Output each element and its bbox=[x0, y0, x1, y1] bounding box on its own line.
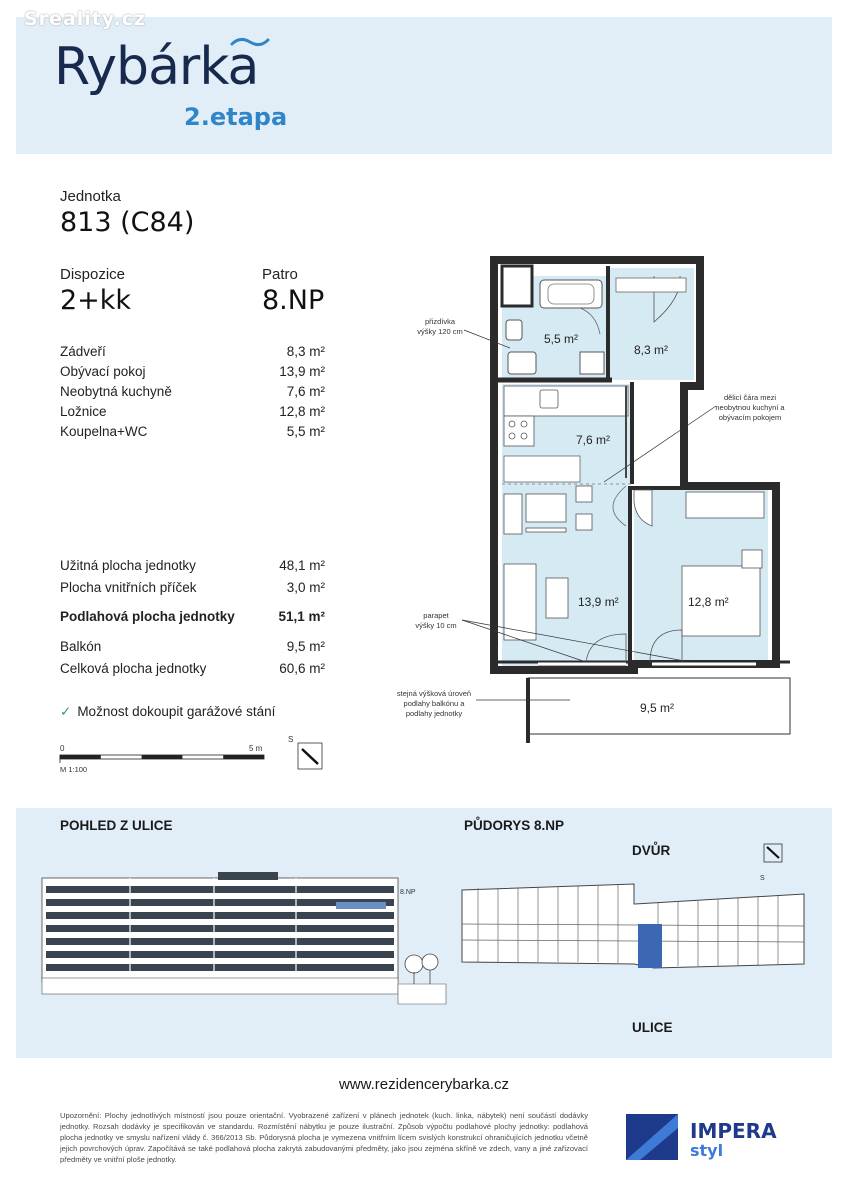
watermark: Sreality.cz bbox=[24, 8, 147, 30]
room-row bbox=[60, 402, 325, 422]
scale-bar bbox=[60, 742, 270, 776]
summary-row bbox=[60, 658, 325, 680]
note-level-3: podlahy jednotky bbox=[405, 709, 463, 718]
room-area: 5,5 m² bbox=[286, 424, 325, 439]
bedroom-area: 12,8 m² bbox=[688, 595, 729, 609]
summary-row-total bbox=[60, 606, 325, 628]
wave-icon bbox=[230, 35, 270, 49]
unit-value: 813 (C84) bbox=[60, 207, 195, 238]
note-parapet-2: výšky 10 cm bbox=[415, 621, 457, 630]
note-level-2: podlahy balkónu a bbox=[403, 699, 465, 708]
check-icon: ✓ bbox=[60, 704, 72, 719]
summary-area: 3,0 m² bbox=[286, 580, 325, 595]
summary-name: Plocha vnitřních příček bbox=[60, 580, 197, 595]
summary-area: 60,6 m² bbox=[279, 661, 325, 676]
room-name: Koupelna+WC bbox=[60, 424, 148, 439]
summary-name: Celková plocha jednotky bbox=[60, 661, 207, 676]
summary-area: 51,1 m² bbox=[278, 609, 325, 624]
street-floor-tag: 8.NP bbox=[400, 889, 416, 896]
garage-note bbox=[60, 704, 275, 720]
apartment-plan bbox=[390, 258, 800, 748]
scale-ratio: M 1:100 bbox=[60, 765, 88, 774]
bath-area: 5,5 m² bbox=[544, 332, 579, 346]
room-row bbox=[60, 342, 325, 362]
floor-value: 8.NP bbox=[262, 285, 325, 316]
note-divider-1: dělicí čára mezi bbox=[723, 393, 777, 402]
summary-row bbox=[60, 636, 325, 658]
note-wall-height-2: výšky 120 cm bbox=[417, 327, 463, 336]
street-elevation bbox=[42, 872, 452, 1006]
street-view-title: POHLED Z ULICE bbox=[60, 818, 173, 833]
disposition-label: Dispozice bbox=[60, 266, 126, 283]
summary-name: Užitná plocha jednotky bbox=[60, 558, 196, 573]
living-area: 13,9 m² bbox=[578, 595, 619, 609]
rooms-table bbox=[60, 342, 325, 442]
room-row bbox=[60, 362, 325, 382]
summary-row bbox=[60, 577, 325, 599]
street-label: ULICE bbox=[632, 1020, 673, 1035]
scale-start: 0 bbox=[60, 744, 65, 753]
website-link[interactable]: www.rezidencerybarka.cz bbox=[338, 1076, 510, 1093]
kitchen-area: 7,6 m² bbox=[576, 433, 611, 447]
room-area: 13,9 m² bbox=[279, 364, 325, 379]
note-divider-2: neobytnou kuchyní a bbox=[715, 403, 785, 412]
room-area: 12,8 m² bbox=[279, 404, 325, 419]
summary-row bbox=[60, 555, 325, 577]
note-parapet-1: parapet bbox=[423, 611, 449, 620]
north-label: S bbox=[288, 735, 294, 744]
summary-name: Podlahová plocha jednotky bbox=[60, 609, 235, 624]
room-name: Ložnice bbox=[60, 404, 107, 419]
area-summary bbox=[60, 555, 325, 680]
scale-end: 5 m bbox=[249, 744, 263, 753]
floor-overview bbox=[458, 875, 808, 980]
brand-subtitle: 2.etapa bbox=[184, 103, 288, 131]
summary-name: Balkón bbox=[60, 639, 102, 654]
overview-north-label: S bbox=[760, 875, 765, 882]
summary-area: 9,5 m² bbox=[286, 639, 325, 654]
brand-header bbox=[16, 17, 832, 154]
room-name: Neobytná kuchyně bbox=[60, 384, 172, 399]
room-name: Zádveří bbox=[60, 344, 106, 359]
room-row bbox=[60, 382, 325, 402]
impera-logo bbox=[626, 1114, 826, 1164]
overview-north-icon bbox=[758, 838, 786, 864]
hall-area: 8,3 m² bbox=[634, 343, 669, 357]
floor-label: Patro bbox=[262, 266, 298, 283]
note-wall-height-1: přizdívka bbox=[424, 317, 456, 326]
north-arrow-icon bbox=[288, 733, 328, 773]
disclaimer: Upozornění: Plochy jednotlivých místností jsou pouze orientační. Vyobrazené zařízení v plánech jednotek (kuch. linka, nábytek) není součástí dodávky jednotky. Rozsah dodávky je specifikován ve standardu. Rozmístění nábytku je pouze ilustrační. Způsob výpočtu podlahové plochy jednotky: podlahová plocha jednotky ve smyslu nařízení vlády č. 366/2013 Sb. Půdorysná plocha je vymezena vnitřním lícem svislých konstrukcí ohraničujících jednotku včetně jejich povrchových úprav. Započítává se také podlahová plocha zakrytá zabudovanými předměty, jako jsou zejména skříně ve zdech, vany a jiné zařizovací předměty ve vnitřní ploše jednotky. bbox=[60, 1111, 588, 1164]
note-divider-3: obývacím pokojem bbox=[718, 413, 782, 422]
disposition-value: 2+kk bbox=[60, 285, 132, 316]
garage-note-text: Možnost dokoupit garážové stání bbox=[77, 704, 276, 719]
note-level-1: stejná výšková úroveň bbox=[396, 689, 472, 698]
unit-label: Jednotka bbox=[60, 188, 121, 205]
room-area: 8,3 m² bbox=[286, 344, 325, 359]
brand-title: Rybárka bbox=[54, 37, 259, 97]
impera-name: IMPERA bbox=[690, 1119, 777, 1143]
impera-sub: styl bbox=[690, 1141, 724, 1160]
floor-plan-title: PŮDORYS 8.NP bbox=[464, 818, 565, 833]
summary-area: 48,1 m² bbox=[279, 558, 325, 573]
room-row bbox=[60, 422, 325, 442]
room-name: Obývací pokoj bbox=[60, 364, 146, 379]
room-area: 7,6 m² bbox=[286, 384, 325, 399]
courtyard-label: DVŮR bbox=[632, 843, 671, 858]
balcony-area: 9,5 m² bbox=[640, 701, 675, 715]
